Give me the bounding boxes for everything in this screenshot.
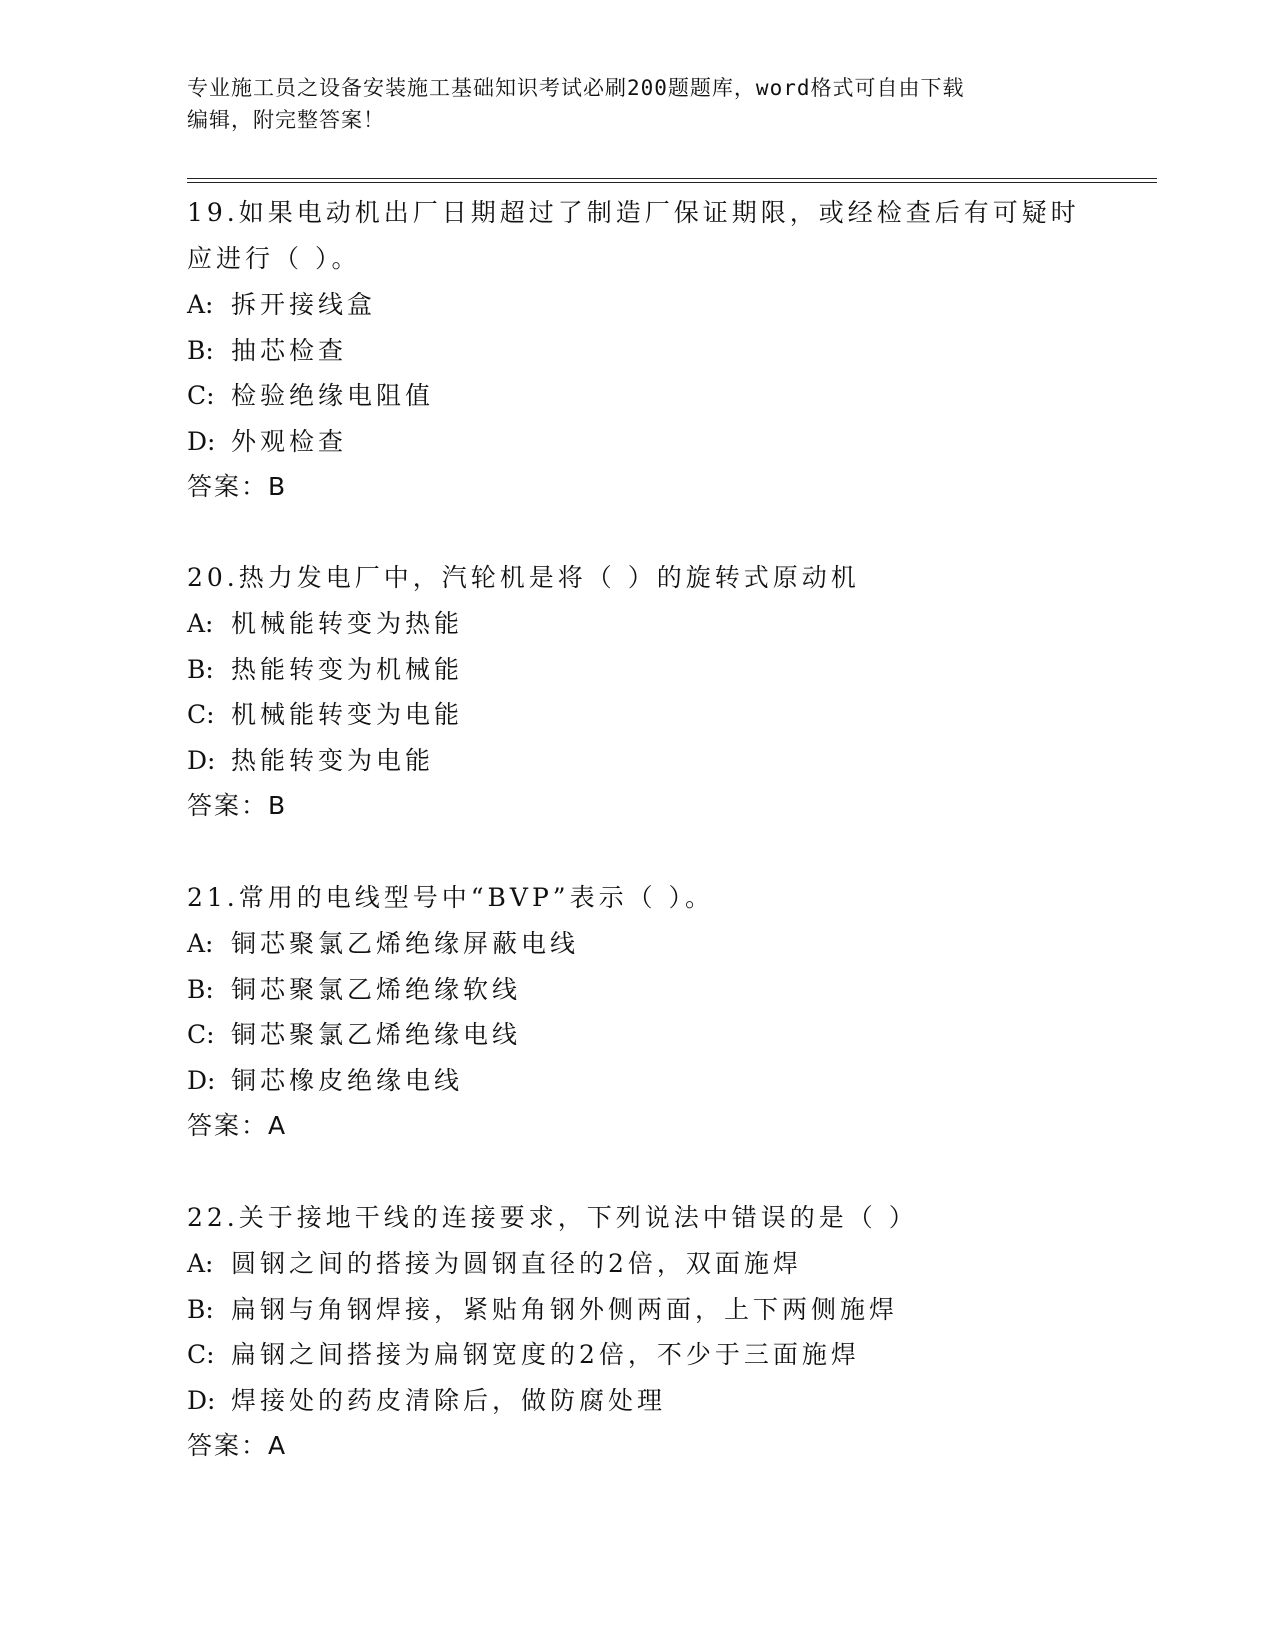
answer-line: 答案：B (187, 791, 288, 820)
option-text: 机械能转变为电能 (231, 700, 464, 729)
header-line-1: 专业施工员之设备安装施工基础知识考试必刷200题题库，word格式可自由下载 (187, 76, 965, 100)
option-letter: A: (187, 609, 214, 638)
option-text: 圆钢之间的搭接为圆钢直径的2倍，双面施焊 (231, 1249, 802, 1278)
option-letter: C: (187, 1020, 215, 1049)
option-d (187, 738, 1107, 784)
option-text: 热能转变为机械能 (231, 654, 464, 684)
option-a (187, 1241, 1107, 1287)
document-header (187, 72, 1067, 136)
option-a (187, 282, 1107, 328)
option-letter: B: (187, 335, 214, 365)
option-c (187, 1332, 1107, 1378)
answer-line: 答案：A (187, 1431, 288, 1460)
option-b (187, 328, 1107, 374)
option-a (187, 601, 1107, 647)
option-text: 铜芯橡皮绝缘电线 (231, 1065, 464, 1095)
option-text: 扁钢之间搭接为扁钢宽度的2倍，不少于三面施焊 (231, 1340, 860, 1369)
option-letter: D: (187, 426, 216, 456)
option-text: 铜芯聚氯乙烯绝缘软线 (231, 974, 522, 1004)
option-a (187, 921, 1107, 967)
header-divider-bottom (187, 182, 1157, 183)
option-c (187, 1012, 1107, 1058)
question-21 (187, 875, 1107, 1148)
option-d (187, 1378, 1107, 1424)
option-b (187, 967, 1107, 1013)
option-d (187, 1058, 1107, 1104)
option-text: 焊接处的药皮清除后，做防腐处理 (231, 1385, 667, 1415)
option-letter: B: (187, 974, 214, 1004)
option-letter: C: (187, 700, 215, 729)
question-stem-line-1: 19.如果电动机出厂日期超过了制造厂保证期限，或经检查后有可疑时 (187, 198, 1080, 227)
option-d (187, 419, 1107, 465)
option-text: 检验绝缘电阻值 (231, 381, 435, 410)
option-letter: C: (187, 1340, 215, 1369)
option-c (187, 373, 1107, 419)
option-text: 拆开接线盒 (231, 290, 377, 319)
question-stem-line-1: 20.热力发电厂中，汽轮机是将（ ）的旋转式原动机 (187, 563, 860, 592)
option-letter: A: (187, 290, 214, 319)
question-stem-line-2: 应进行（ ）。 (187, 244, 361, 273)
option-letter: D: (187, 1385, 216, 1415)
option-letter: B: (187, 654, 214, 684)
option-b (187, 1287, 1107, 1333)
option-text: 机械能转变为热能 (231, 609, 464, 638)
question-22 (187, 1195, 1107, 1468)
option-letter: D: (187, 745, 216, 775)
option-letter: A: (187, 929, 214, 958)
option-text: 外观检查 (231, 426, 348, 456)
question-19 (187, 190, 1107, 509)
question-stem-line-1: 22.关于接地干线的连接要求，下列说法中错误的是（ ） (187, 1203, 918, 1232)
option-c (187, 692, 1107, 738)
option-letter: B: (187, 1294, 214, 1324)
option-letter: D: (187, 1065, 216, 1095)
question-20 (187, 555, 1107, 828)
question-stem-line-1: 21.常用的电线型号中“BVP”表示（ ）。 (187, 883, 715, 912)
answer-line: 答案：A (187, 1111, 288, 1140)
option-b (187, 647, 1107, 693)
option-text: 抽芯检查 (231, 335, 348, 365)
option-letter: C: (187, 381, 215, 410)
header-divider-top (187, 178, 1157, 179)
header-line-2: 编辑，附完整答案！ (187, 108, 385, 132)
option-text: 扁钢与角钢焊接，紧贴角钢外侧两面，上下两侧施焊 (231, 1294, 899, 1324)
answer-line: 答案：B (187, 472, 288, 501)
option-letter: A: (187, 1249, 214, 1278)
option-text: 热能转变为电能 (231, 745, 435, 775)
option-text: 铜芯聚氯乙烯绝缘电线 (231, 1020, 522, 1049)
option-text: 铜芯聚氯乙烯绝缘屏蔽电线 (231, 929, 580, 958)
